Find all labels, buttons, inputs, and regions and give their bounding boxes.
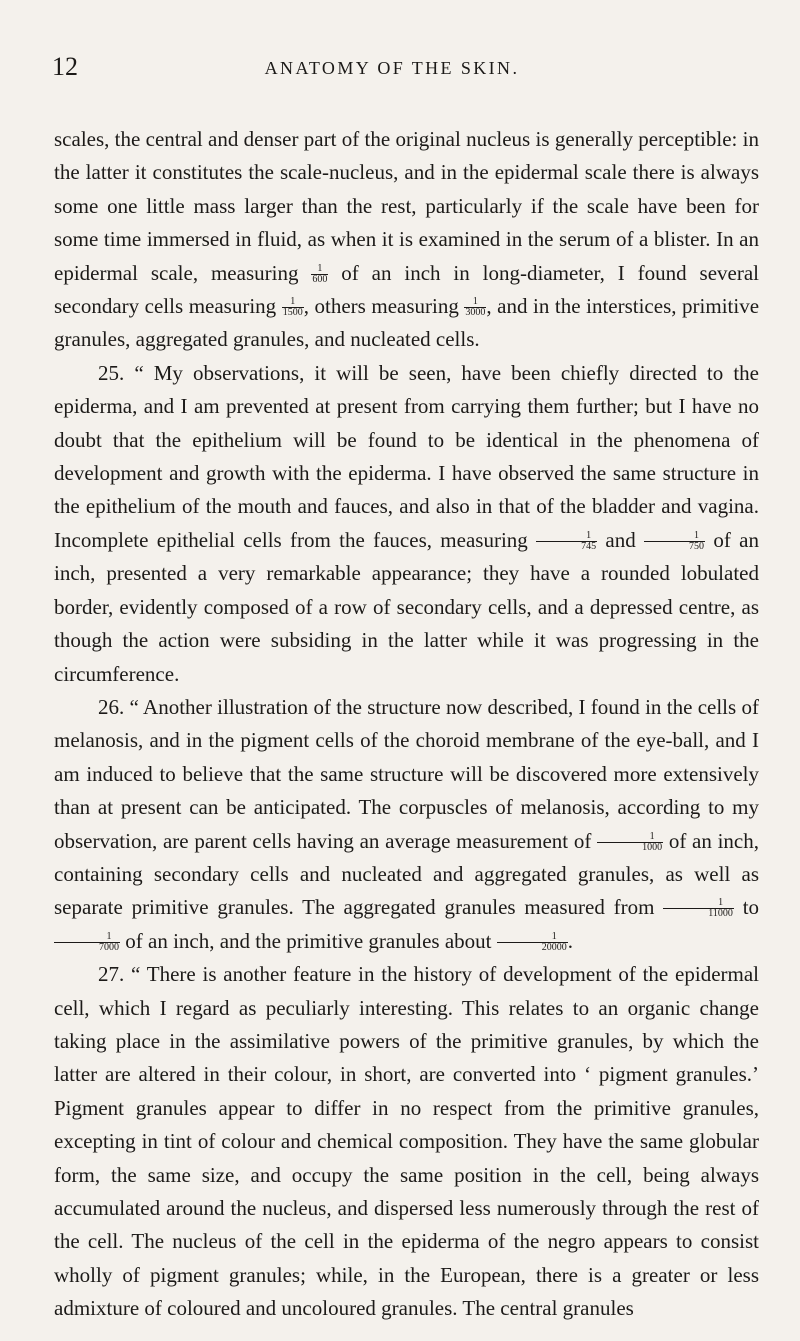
fraction-numerator: 1 bbox=[311, 264, 328, 275]
fraction-numerator: 1 bbox=[54, 932, 120, 943]
fraction-numerator: 1 bbox=[663, 898, 734, 909]
fraction-denominator: 1000 bbox=[642, 841, 663, 853]
fraction-denominator: 11000 bbox=[708, 908, 733, 920]
page-number: 12 bbox=[52, 52, 78, 81]
text-run: to bbox=[742, 895, 760, 920]
fraction bbox=[497, 932, 568, 953]
fraction-denominator: 745 bbox=[581, 540, 597, 552]
paragraph-26 bbox=[54, 691, 759, 958]
paragraph-continuation bbox=[54, 123, 759, 357]
fraction bbox=[54, 932, 120, 953]
text-run: and bbox=[605, 527, 636, 552]
fraction-numerator: 1 bbox=[497, 932, 568, 943]
fraction-denominator: 600 bbox=[312, 273, 328, 285]
fraction-denominator: 1500 bbox=[282, 307, 303, 319]
fraction bbox=[644, 531, 705, 552]
body-text bbox=[54, 123, 759, 1326]
text-run: , and in the interstices, primitive granules, aggregated granules, and nucleated cells. bbox=[54, 294, 760, 352]
fraction bbox=[282, 297, 304, 318]
fraction bbox=[663, 898, 734, 919]
paragraph-27: 27. “ There is another feature in the history of development of the epidermal cell, which I regard as peculiarly interesting. This relates to an organic change taking place in the assimilative powers of the primitive granules, by which the latter are altered in their colour, in short, are converted into ‘ pigment granules.’ Pigment granules appear to differ in no respect from the primitive granules, excepting in tint of colour and chemical composition. They have the same globular form, the same size, and occupy the same position in the cell, being always accumulated around the nucleus, and dispersed less numerously through the rest of the cell. The nucleus of the cell in the epiderma of the negro appears to consist wholly of pigment granules; while, in the European, there is a greater or less admixture of coloured and uncoloured granules. The central granules bbox=[54, 962, 759, 1321]
fraction-numerator: 1 bbox=[536, 531, 597, 542]
fraction-numerator: 1 bbox=[282, 297, 304, 308]
fraction bbox=[597, 832, 663, 853]
fraction-denominator: 3000 bbox=[465, 307, 486, 319]
paragraph-25 bbox=[54, 357, 759, 691]
fraction bbox=[536, 531, 597, 552]
text-run: of an inch in long-diameter, I found several secondary cells measuring bbox=[54, 260, 760, 319]
running-head bbox=[52, 52, 772, 82]
text-run: of an inch, containing secondary cells and nucleated and aggregated granules, as well as separate primitive granules. The aggregated granules measured from bbox=[54, 828, 760, 920]
fraction-denominator: 7000 bbox=[99, 941, 119, 953]
text-run: scales, the central and denser part of the original nucleus is generally perceptible: in the latter it constitutes the scale-nucleus, and in the epidermal scale there is always some one little mass larger than the rest, particularly if the scale have been for some time immersed in fluid, as when it is examined in the serum of a blister. In an epidermal scale, measuring bbox=[54, 127, 759, 285]
fraction-denominator: 750 bbox=[689, 540, 705, 552]
fraction bbox=[311, 264, 328, 285]
text-run: 26. “ Another illustration of the structure now described, I found in the cells of melanosis, and in the pigment cells of the choroid membrane of the eye-ball, and I am induced to believe that the same structure will be discovered more extensively than at present can be anticipated. The corpuscles of melanosis, according to my observation, are parent cells having an average measurement of bbox=[54, 694, 759, 853]
fraction bbox=[464, 297, 486, 318]
fraction-numerator: 1 bbox=[597, 832, 663, 843]
text-run: 25. “ My observations, it will be seen, have been chiefly directed to the epiderma, and I am prevented at present from carrying them further; but I have no doubt that the epithelium will be found to be identical in the phenomena of development and growth with the epiderma. I have observed the same structure in the epithelium of the mouth and fauces, and also in that of the bladder and vagina. Incomplete epithelial cells from the fauces, measuring bbox=[54, 360, 759, 552]
fraction-numerator: 1 bbox=[644, 531, 705, 542]
text-run: of an inch, presented a very remarkable appearance; they have a rounded lobulated border, evidently composed of a row of secondary cells, and a depressed centre, as though the action were subsiding in the latter while it was progressing in the circumference. bbox=[54, 527, 759, 686]
text-run: . bbox=[567, 928, 573, 953]
text-run: , others measuring bbox=[303, 294, 459, 319]
fraction-denominator: 20000 bbox=[541, 941, 567, 953]
text-run: of an inch, and the primitive granules about bbox=[125, 928, 492, 953]
running-title: ANATOMY OF THE SKIN. bbox=[264, 58, 520, 78]
fraction-numerator: 1 bbox=[464, 297, 486, 308]
